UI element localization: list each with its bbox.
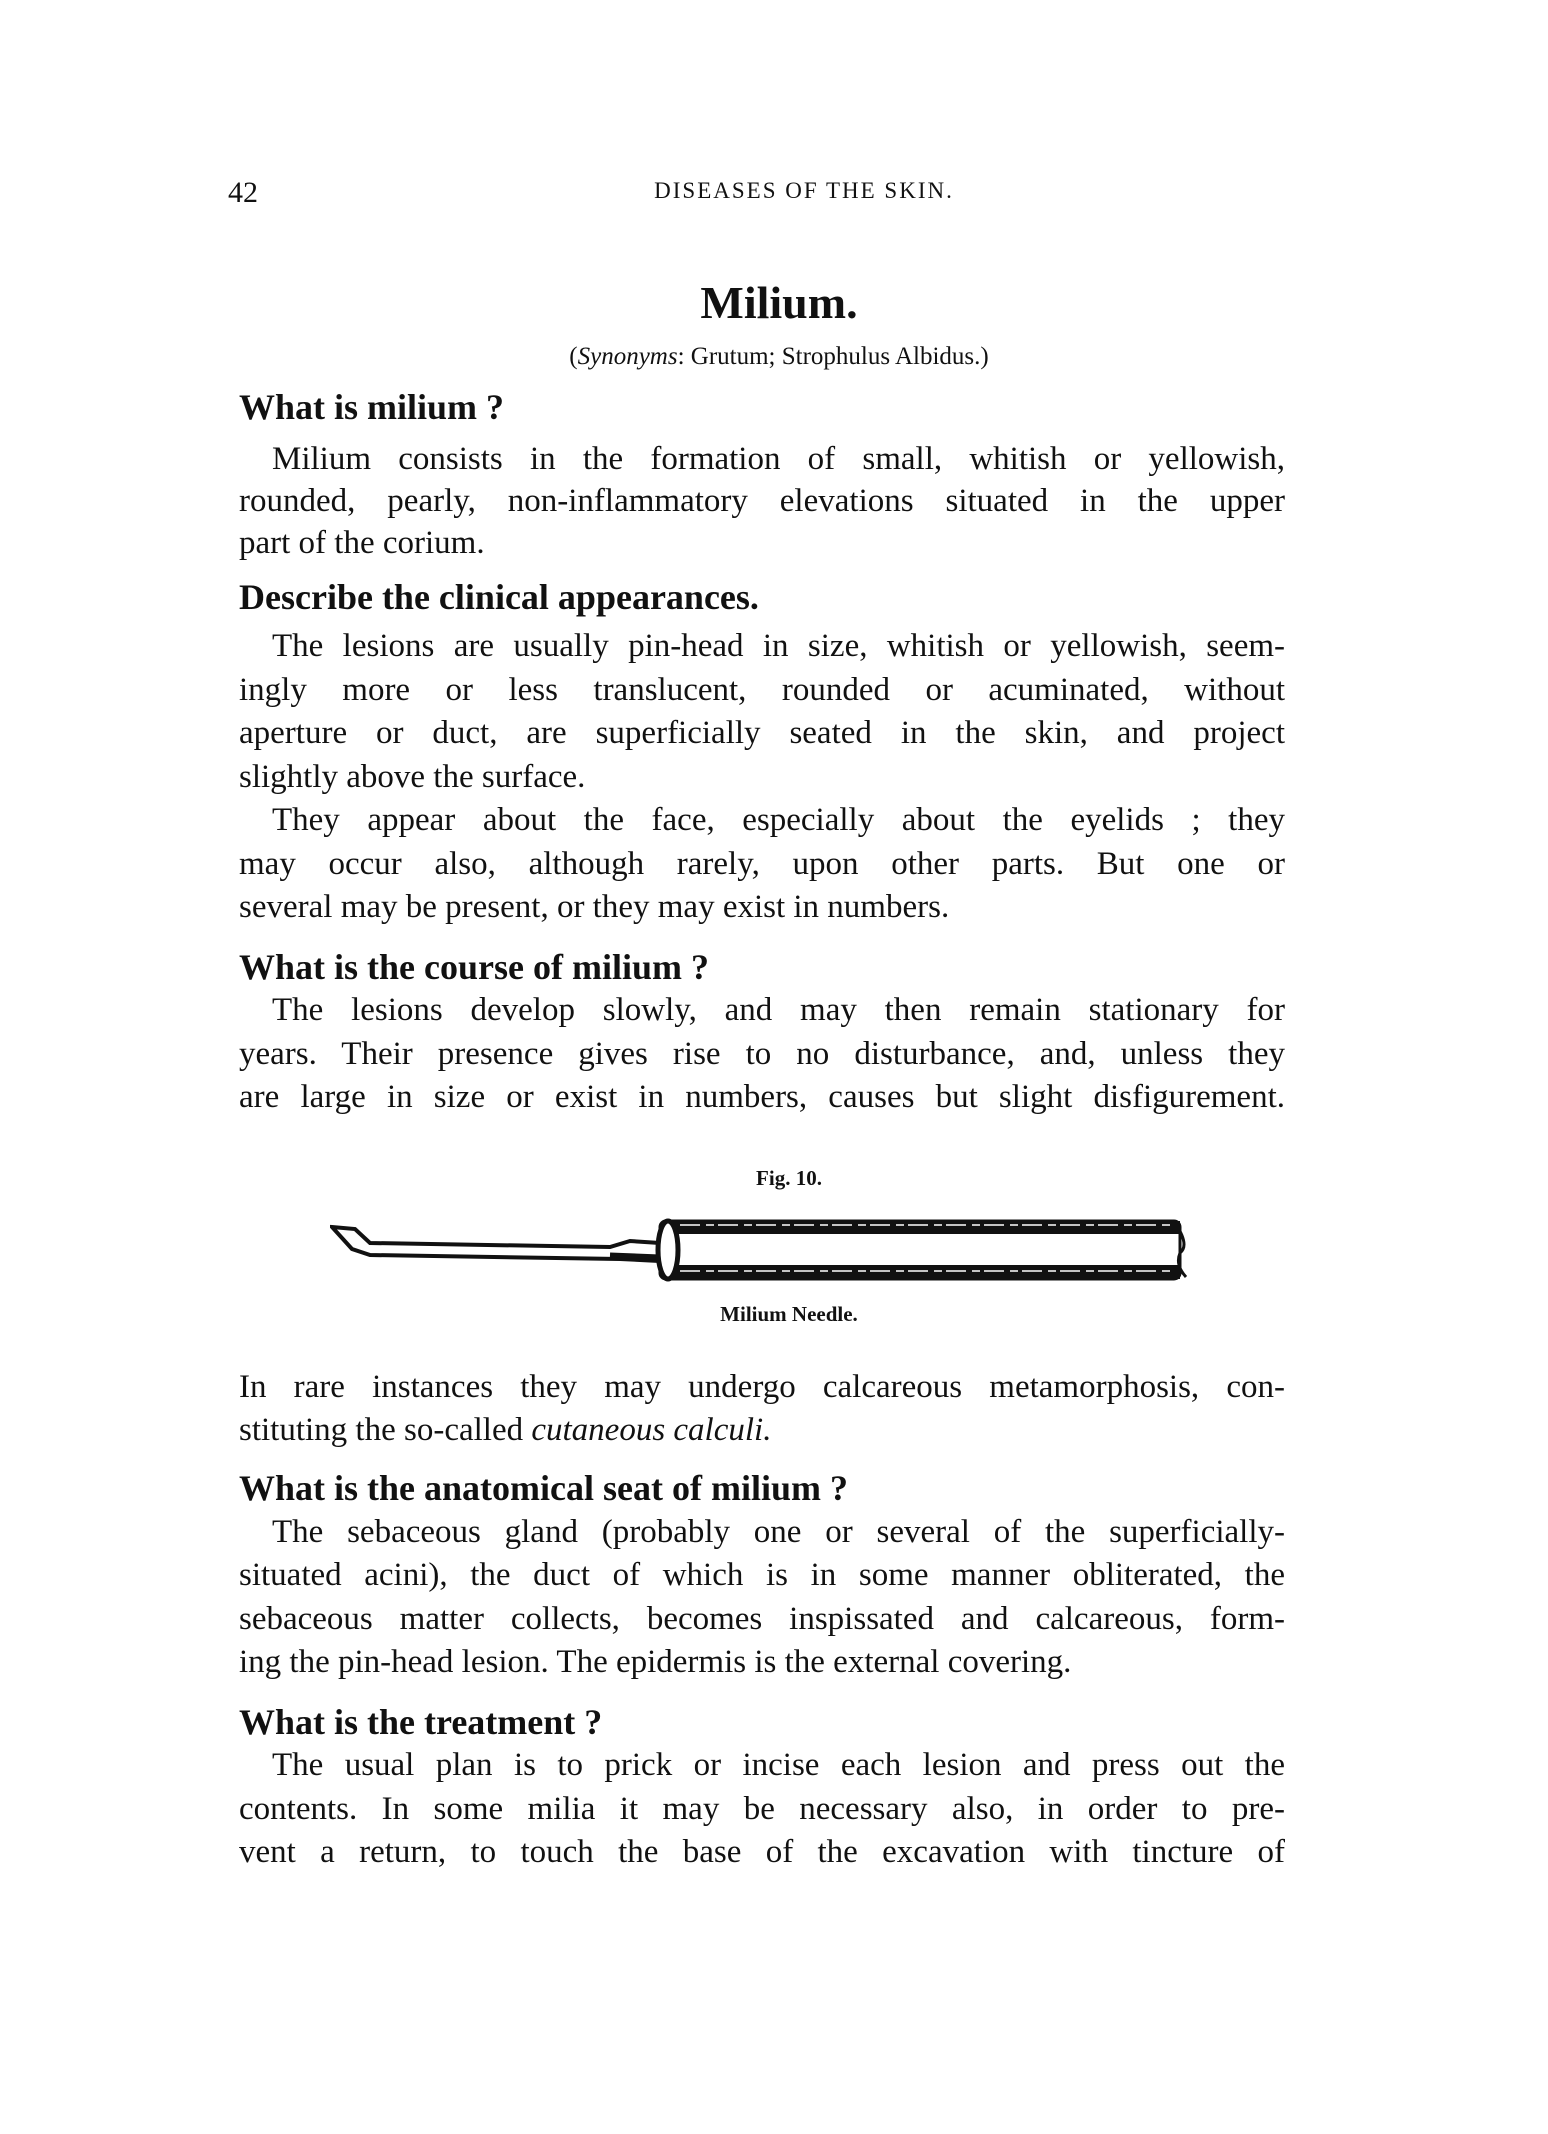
body-line: Milium consists in the formation of small, whitish or yellowish, <box>272 441 1285 477</box>
body-line <box>239 1408 1285 1452</box>
body-line: They appear about the face, especially about the eyelids ; they <box>272 802 1285 838</box>
figure-label: Fig. 10. <box>756 1166 822 1190</box>
body-line: several may be present, or they may exist in numbers. <box>239 889 950 925</box>
body-line: situated acini), the duct of which is in some manner obliterated, the <box>239 1557 1285 1593</box>
page-title: Milium. <box>700 277 858 328</box>
body-line: rounded, pearly, non-inflammatory elevations situated in the upper <box>239 483 1285 519</box>
body-line: slightly above the surface. <box>239 759 586 795</box>
body-line: contents. In some milia it may be necessary also, in order to pre- <box>239 1791 1285 1827</box>
section-heading: What is the treatment ? <box>239 1702 603 1742</box>
milium-needle-illustration <box>330 1215 1200 1285</box>
body-line: The sebaceous gland (probably one or several of the superficially- <box>272 1514 1285 1550</box>
body-line: are large in size or exist in numbers, causes but slight disfigurement. <box>239 1079 1285 1115</box>
body-line: vent a return, to touch the base of the excavation with tincture of <box>239 1834 1285 1870</box>
synonyms-paren: ( <box>569 343 578 370</box>
synonyms <box>0 343 1548 371</box>
italic-term: cutaneous calculi. <box>531 1412 772 1448</box>
body-line: part of the corium. <box>239 525 485 561</box>
body-line: The lesions develop slowly, and may then remain stationary for <box>272 992 1285 1028</box>
section-heading: What is the course of milium ? <box>239 947 709 987</box>
page-number: 42 <box>228 176 258 209</box>
section-heading: Describe the clinical appearances. <box>239 577 759 617</box>
body-line: years. Their presence gives rise to no disturbance, and, unless they <box>239 1036 1285 1072</box>
synonyms-label: Synonyms <box>577 343 678 370</box>
body-line: may occur also, although rarely, upon other parts. But one or <box>239 846 1285 882</box>
body-line: In rare instances they may undergo calcareous metamorphosis, con- <box>239 1369 1285 1405</box>
figure-caption: Milium Needle. <box>720 1302 858 1326</box>
body-line: aperture or duct, are superficially seated in the skin, and project <box>239 715 1285 751</box>
body-line: sebaceous matter collects, becomes inspissated and calcareous, form- <box>239 1601 1285 1637</box>
synonyms-text: : Grutum; Strophulus Albidus.) <box>677 343 989 370</box>
body-text: stituting the so-called <box>239 1412 532 1448</box>
body-line: The lesions are usually pin-head in size, whitish or yellowish, seem- <box>272 628 1285 664</box>
section-heading: What is the anatomical seat of milium ? <box>239 1468 848 1508</box>
body-line: ingly more or less translucent, rounded or acuminated, without <box>239 672 1285 708</box>
section-heading: What is milium ? <box>239 387 505 427</box>
running-header: DISEASES OF THE SKIN. <box>654 178 954 203</box>
body-line: The usual plan is to prick or incise each lesion and press out the <box>272 1747 1285 1783</box>
body-line: ing the pin-head lesion. The epidermis is the external covering. <box>239 1644 1072 1680</box>
